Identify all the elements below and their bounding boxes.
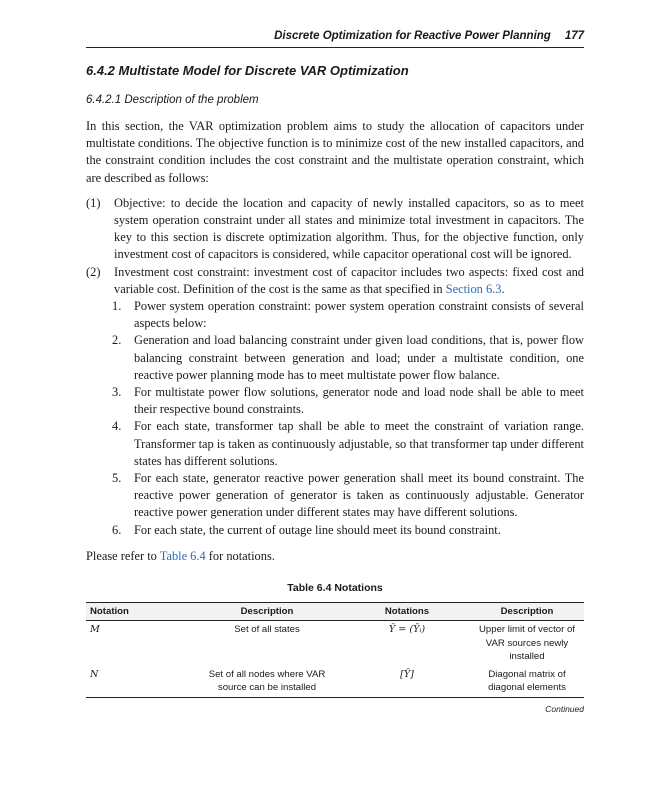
table-header-row bbox=[86, 603, 584, 621]
list-item-text: Investment cost constraint: investment cost of capacitor includes two aspects: fixed cost and variable cost. Definition of the cost is the same as that specified in bbox=[114, 264, 584, 296]
sublist-item bbox=[86, 418, 584, 470]
table-caption: Table 6.4 Notations bbox=[287, 582, 383, 595]
sublist-item-text: For multistate power flow solutions, generator node and load node shall be able to meet their respective bound constraints. bbox=[134, 385, 584, 417]
list-item-label: (1) bbox=[86, 195, 101, 210]
description-cell: Set of all nodes where VAR source can be installed bbox=[190, 666, 344, 697]
sublist-item bbox=[86, 384, 584, 418]
sublist-item-text: For each state, transformer tap shall be able to meet the constraint of variation range. Transformer tap is taken as continuously adjustable, so that transformer tap under different states has different solutions. bbox=[134, 419, 584, 468]
running-head bbox=[86, 28, 584, 48]
sublist-item-label: 2. bbox=[112, 333, 122, 348]
list-item-text-end: . bbox=[501, 281, 505, 296]
list-item-text: Objective: to decide the location and capacity of newly installed capacitors, so as to meet system operation constraint under all states and minimize total investment in capacitors. The key to this section is discrete optimization algorithm. Thus, for the objective function, only investment cost of capacitors is considered, while capacitor operational cost will be ignored. bbox=[114, 195, 584, 262]
subsection-title: 6.4.2.1 Description of the problem bbox=[86, 94, 259, 106]
sublist-item bbox=[86, 332, 584, 384]
sublist-item-text: For each state, the current of outage line should meet its bound constraint. bbox=[134, 522, 501, 537]
sublist-item-text: Power system operation constraint: power system operation constraint consists of several aspects below: bbox=[134, 299, 584, 331]
sublist-item bbox=[86, 522, 584, 539]
notation-cell: N bbox=[86, 666, 190, 697]
sublist-item-label: 1. bbox=[112, 299, 122, 314]
column-header: Description bbox=[190, 603, 344, 621]
refer-text-end: for notations. bbox=[205, 548, 275, 563]
section-title: 6.4.2 Multistate Model for Discrete VAR Optimization bbox=[86, 63, 409, 78]
sublist-item-label: 4. bbox=[112, 419, 122, 434]
sublist-item bbox=[86, 298, 584, 332]
continued-label: Continued bbox=[545, 703, 584, 714]
sublist-item-text: For each state, generator reactive power generation shall meet its bound constraint. The reactive power generation of generator is taken as continuously adjustable. Generator reactive power generation under different states may have different solutions. bbox=[134, 471, 584, 520]
notation-cell: Ȳ = (Ȳᵢ) bbox=[388, 624, 426, 636]
section-link[interactable]: Section 6.3 bbox=[445, 281, 502, 296]
page-number: 177 bbox=[564, 30, 584, 42]
description-cell: Set of all states bbox=[234, 624, 300, 636]
notations-table bbox=[86, 602, 584, 697]
sublist-item bbox=[86, 470, 584, 522]
sublist-item-text: Generation and load balancing constraint under given load conditions, that is, power flow balancing constraint between generation and load; under a multistate condition, one reactive power planning mode has to meet multistate power flow balance. bbox=[134, 333, 584, 382]
page bbox=[86, 28, 584, 714]
list-item bbox=[86, 264, 584, 298]
sublist-item-label: 5. bbox=[112, 471, 122, 486]
column-header: Notations bbox=[344, 603, 470, 621]
column-header: Notation bbox=[86, 603, 190, 621]
intro-paragraph: In this section, the VAR optimization problem aims to study the allocation of capacitors under multistate conditions. The objective function is to minimize cost of the new installed capacitors, and the constraint condition includes the cost constraint and the multistate operation constraint, which are described as follows: bbox=[86, 119, 584, 185]
sublist-item-label: 3. bbox=[112, 385, 122, 400]
description-cell: Diagonal matrix of diagonal elements bbox=[470, 666, 584, 697]
notation-cell: [Ȳ] bbox=[344, 666, 470, 697]
table-link[interactable]: Table 6.4 bbox=[159, 548, 206, 563]
sublist-item-label: 6. bbox=[112, 522, 122, 537]
constraint-sublist bbox=[86, 298, 584, 539]
objective-list bbox=[86, 195, 584, 539]
list-item-label: (2) bbox=[86, 264, 101, 279]
running-head-title: Discrete Optimization for Reactive Power Planning bbox=[274, 30, 551, 42]
description-cell: Upper limit of vector of VAR sources newly installed bbox=[479, 624, 575, 663]
list-item bbox=[86, 195, 584, 264]
table-reference bbox=[86, 548, 584, 565]
notation-cell: M bbox=[90, 624, 100, 636]
column-header: Description bbox=[470, 603, 584, 621]
refer-text: Please refer to bbox=[86, 548, 160, 563]
table-row bbox=[86, 621, 584, 666]
table-row bbox=[86, 666, 584, 697]
